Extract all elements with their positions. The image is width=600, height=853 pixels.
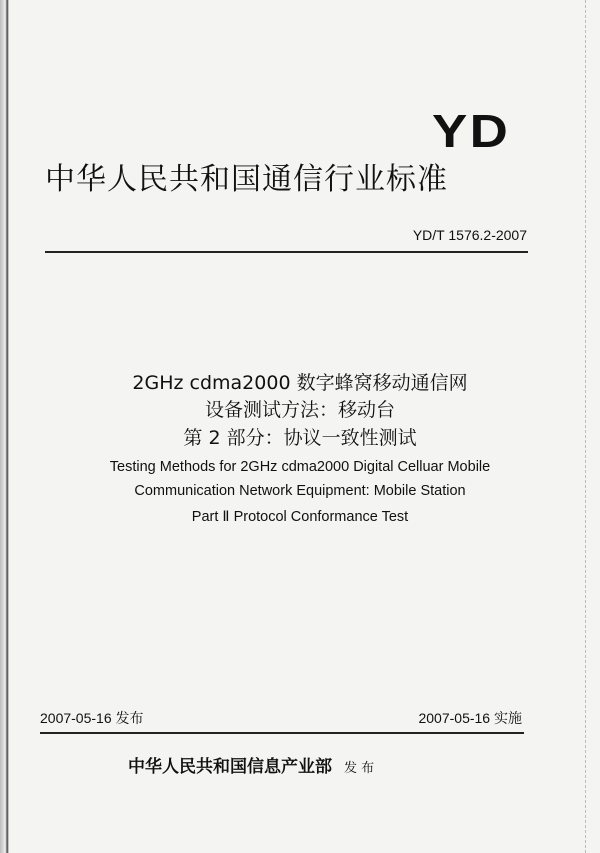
title-en-line-1: Testing Methods for 2GHz cdma2000 Digital Celluar Mobile	[109, 459, 491, 475]
title-cn-line-2: 设备测试方法：移动台	[204, 399, 395, 421]
issue-date: 2007-05-16 发布	[40, 710, 144, 726]
title-cn-line-3: 第 2 部分：协议一致性测试	[183, 427, 417, 449]
yd-logo: YD	[432, 105, 511, 157]
header-divider	[45, 251, 528, 253]
footer-divider	[40, 732, 524, 734]
implementation-date: 2007-05-16 实施	[418, 710, 522, 726]
title-en-line-3: Part Ⅱ Protocol Conformance Test	[191, 509, 409, 525]
standard-code: YD/T 1576.2-2007	[412, 227, 527, 243]
title-cn-line-1: 2GHz cdma2000 数字蜂窝移动通信网	[132, 372, 468, 394]
standard-category: 中华人民共和国通信行业标准	[45, 162, 448, 197]
publisher-action: 发 布	[344, 761, 375, 776]
title-en-line-2: Communication Network Equipment: Mobile Station	[134, 483, 466, 499]
publisher-name: 中华人民共和国信息产业部	[128, 757, 332, 777]
publisher	[128, 752, 374, 777]
